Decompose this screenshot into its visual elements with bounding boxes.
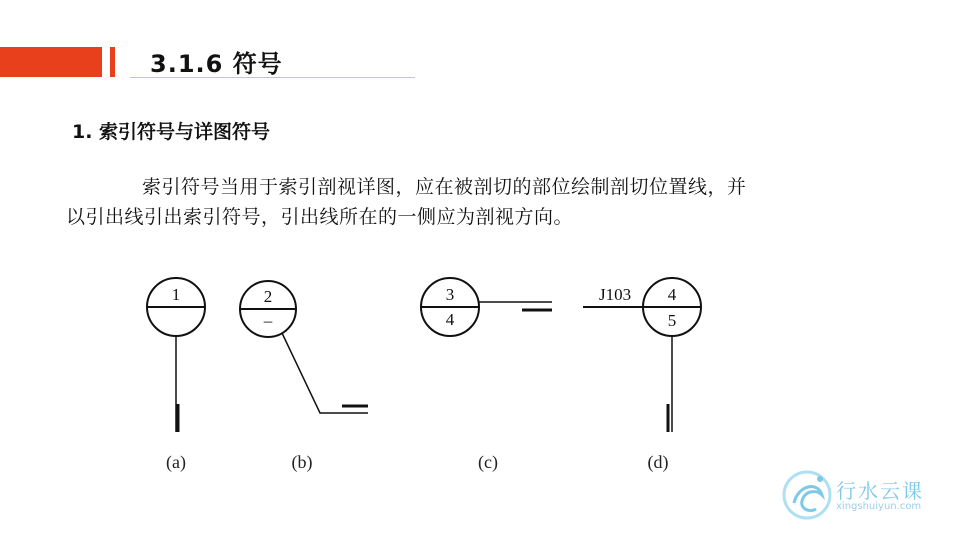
- slide-title: 3.1.6 符号: [150, 50, 283, 78]
- section-heading: 1. 索引符号与详图符号: [72, 121, 271, 143]
- figure-d-bottom-number: 5: [667, 311, 677, 330]
- figure-c-top-number: 3: [445, 285, 455, 304]
- figure-b-leader: [282, 333, 368, 413]
- watermark-name: 行水云课: [836, 479, 924, 503]
- figure-b-top-number: 2: [263, 287, 273, 306]
- figure-b: [240, 281, 368, 473]
- figure-d-top-number: 4: [667, 285, 677, 304]
- figure-c-bottom-number: 4: [445, 310, 455, 329]
- figure-d: [583, 278, 701, 473]
- figure-a: [147, 278, 205, 473]
- figure-d-caption: (d): [647, 452, 669, 472]
- figure-c: [421, 278, 552, 473]
- figure-b-bottom-mark: –: [263, 311, 273, 330]
- body-line-1-text: 索引符号当用于索引剖视详图，应在被剖切的部位绘制剖切位置线，并: [142, 176, 747, 198]
- figure-b-caption: (b): [291, 452, 313, 472]
- figure-a-top-number: 1: [171, 285, 181, 304]
- watermark-url: xingshuiyun.com: [836, 501, 922, 512]
- figure-d-reference: J103: [599, 285, 632, 304]
- water-swirl-logo-icon: [780, 465, 834, 523]
- figure-a-caption: (a): [166, 452, 186, 472]
- watermark: [780, 465, 950, 525]
- body-line-2: 以引出线引出索引符号，引出线所在的一侧应为剖视方向。: [66, 206, 574, 228]
- figure-c-caption: (c): [478, 452, 498, 472]
